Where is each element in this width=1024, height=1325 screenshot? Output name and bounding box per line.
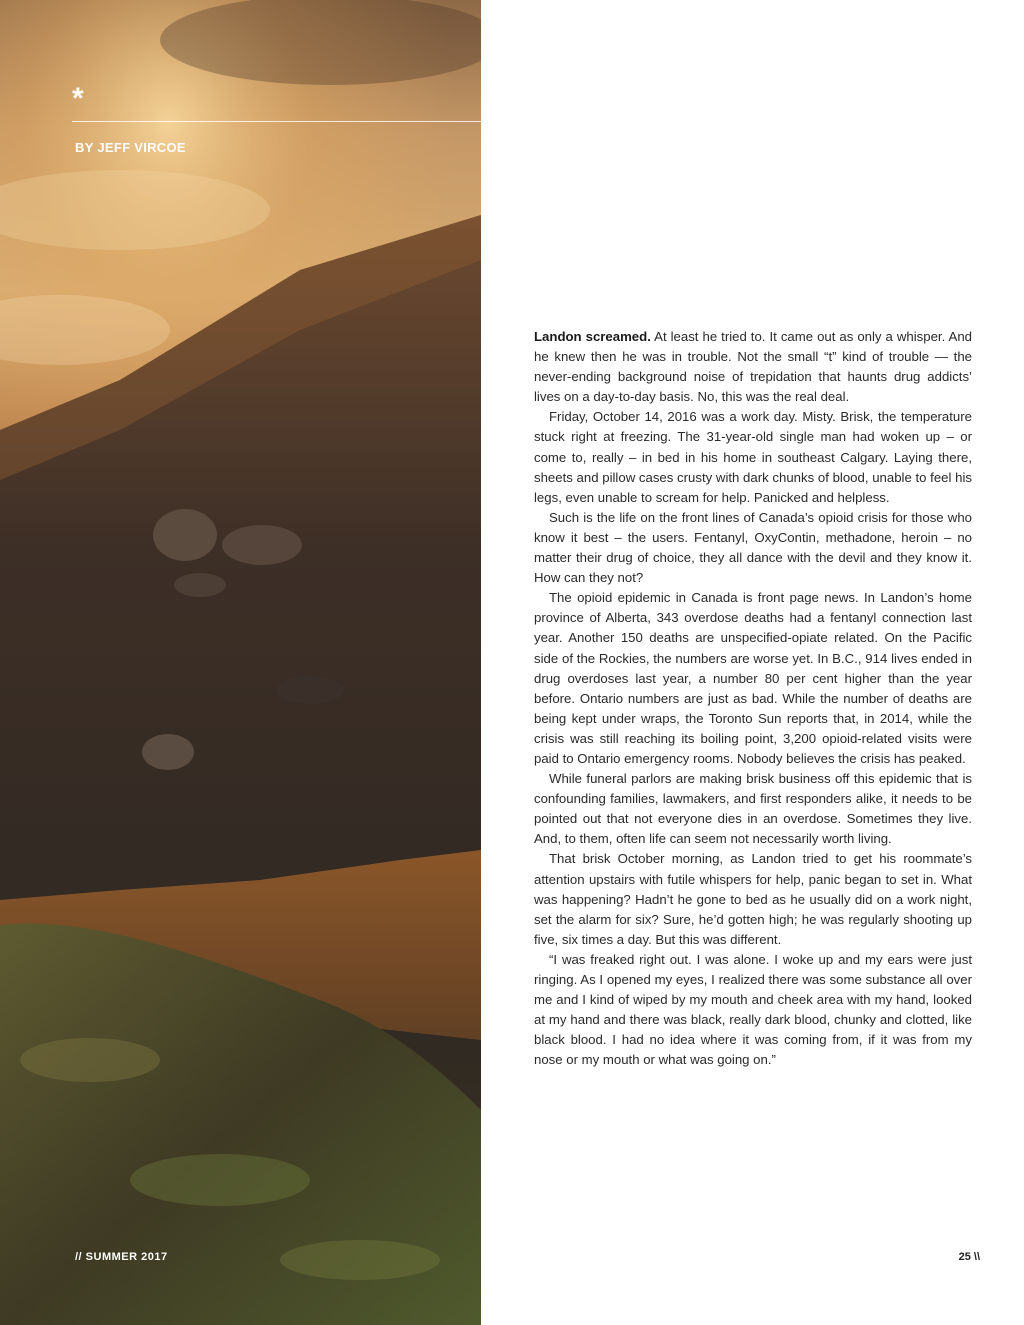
article-paragraph-5: While funeral parlors are making brisk business off this epidemic that is confounding families, lawmakers, and first responders alike, it needs to be pointed out that not everyone dies in an overdose. Sometimes they live. And, to them, often life can seem not necessarily worth living.: [534, 771, 972, 847]
article-paragraph-1: [534, 327, 972, 407]
lead-in: Landon screamed.: [534, 329, 651, 344]
page-number: 25 \\: [958, 1251, 980, 1263]
mountain-landscape-illustration: [0, 0, 481, 1325]
article-paragraph-7: “I was freaked right out. I was alone. I woke up and my ears were just ringing. As I opened my eyes, I realized there was some substance all over me and I kind of wiped by my mouth and cheek area with my hand, looked at my hand and there was black, really dark blood, chunky and clotted, like black blood. I had no idea where it was coming from, if it was from my nose or my mouth or what was going on.”: [534, 951, 972, 1068]
issue-footer: // SUMMER 2017: [75, 1251, 168, 1263]
article-paragraph-2: Friday, October 14, 2016 was a work day. Misty. Brisk, the temperature stuck right at freezing. The 31-year-old single man had woken up – or come to, really – in bed in his home in southeast Calgary. Laying there, sheets and pillow cases crusty with dark chunks of blood, unable to feel his legs, even unable to scream for help. Panicked and helpless.: [534, 409, 972, 505]
ornament-asterisk-icon: *: [72, 82, 84, 115]
article-paragraph-6: That brisk October morning, as Landon tried to get his roommate’s attention upstairs with futile whispers for help, panic began to set in. What was happening? Hadn’t he gone to bed as he usually did on a work night, set the alarm for six? Sure, he’d gotten high; he was regularly shooting up five, six times a day. But this was different.: [534, 851, 972, 947]
mountain-sunset-photo: [0, 0, 481, 1325]
article-paragraph-4: The opioid epidemic in Canada is front page news. In Landon’s home province of Alberta, 343 overdose deaths had a fentanyl connection last year. Another 150 deaths are unspecified-opiate related. On the Pacific side of the Rockies, the numbers are worse yet. In B.C., 914 lives ended in drug overdoses last year, a number 80 per cent higher than the year before. Ontario numbers are just as bad. While the number of deaths are being kept under wraps, the Toronto Sun reports that, in 2014, while the crisis was still reaching its boiling point, 3,200 opioid-related visits were paid to Ontario emergency rooms. Nobody believes the crisis has peaked.: [534, 590, 972, 766]
paragraph-text: At least he tried to. It came out as only a whisper. And he knew then he was in trouble. Not the small “t” kind of trouble — the never-ending background noise of trepidation that haunts drug addicts’ lives on a day-to-day basis. No, this was the real deal.: [534, 329, 972, 405]
article-paragraph-3: Such is the life on the front lines of Canada’s opioid crisis for those who know it best – the users. Fentanyl, OxyContin, methadone, heroin – no matter their drug of choice, they all dance with the devil and they know it. How can they not?: [534, 509, 972, 586]
header-divider: [72, 121, 481, 122]
article-body: [534, 327, 972, 1070]
byline: BY JEFF VIRCOE: [75, 140, 186, 155]
